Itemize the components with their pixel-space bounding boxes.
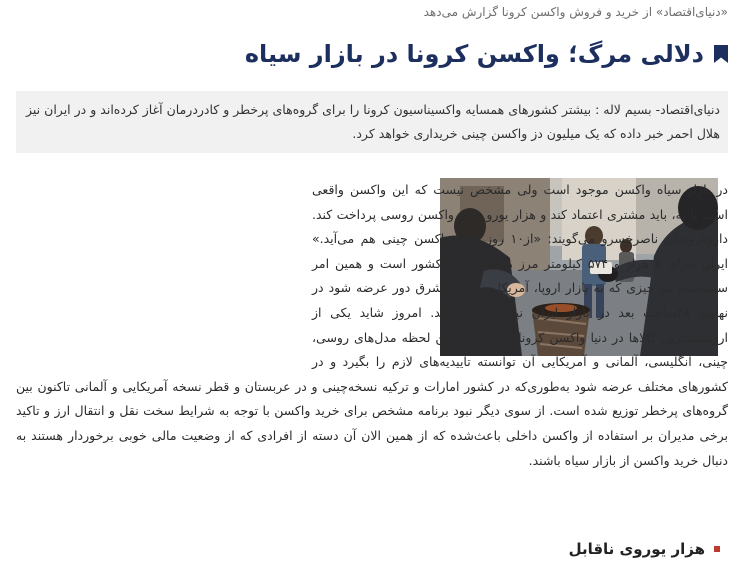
subheading-text: هزار یوروی ناقابل — [568, 540, 705, 558]
bookmark-icon — [714, 45, 728, 63]
article-lead: دنیای‌اقتصاد- بسیم لاله : بیشتر کشورهای همسایه واکسیناسیون کرونا را برای گروه‌های پرخطر و کادردرمان آغاز کرده‌اند و در ایران نیز هلال احمر خبر داده که یک میلیون دز واکسن چینی خریداری خواهد کرد. — [16, 91, 728, 153]
article-body-text: در بازار سیاه واکسن موجود است ولی مشخص نیست که این واکسن واقعی است یا نه، باید مشتری اعتماد کند و هزار یورو برای واکسن روسی پرداخت کند. دارو‌فروشان ناصرخسرو می‌گویند: «از۱۰ روز دیگر واکسن چینی هم می‌آید.» ایران دارای ۸ هزار و ۵۷۴ کیلومتر مرز مشترک با ۷ کشور است و همین امر سبب‌شده هر چیزی که به بازار اروپا، آمریکا و یا حتی شرق دور عرضه شود در نهایت ۴۸ساعت بعد در بازار ایران نیز موجود باشد. امروز شاید یکی از ارزشمندترین کالاها در دنیا واکسن کرونا است که تا این لحظه مدل‌های روسی، چینی، انگلیسی، آلمانی و آمریکایی آن توانسته تاییدیه‌های لازم را بگیرد و در کشورهای مختلف عرضه شود به‌طوری‌که در کشور امارات و ترکیه نسخه‌چینی و در عربستان و قطر نسخه آمریکایی و آلمانی تاکنون بین گروه‌های پرخطر توزیع شده است. از سوی دیگر نبود برنامه مشخص برای خرید واکسن با توجه به شرایط سخت نقل و انتقال ارز و تاکید برخی مدیران بر استفاده از واکسن داخلی باعث‌شده که از همین الان آن دسته از افرادی که از وضعیت مالی خوبی برخوردار هستند به دنبال خرید واکسن از بازار سیاه باشند. — [16, 182, 728, 468]
article-kicker: «دنیای‌اقتصاد» از خرید و فروش واکسن کرونا گزارش می‌دهد — [423, 5, 728, 19]
article-subheading — [569, 540, 720, 558]
article-headline — [245, 40, 728, 68]
photo-float-space — [16, 178, 312, 358]
bullet-square-icon — [714, 546, 720, 552]
article-title: دلالی مرگ؛ واکسن کرونا در بازار سیاه — [244, 40, 704, 68]
article-body — [16, 178, 728, 518]
